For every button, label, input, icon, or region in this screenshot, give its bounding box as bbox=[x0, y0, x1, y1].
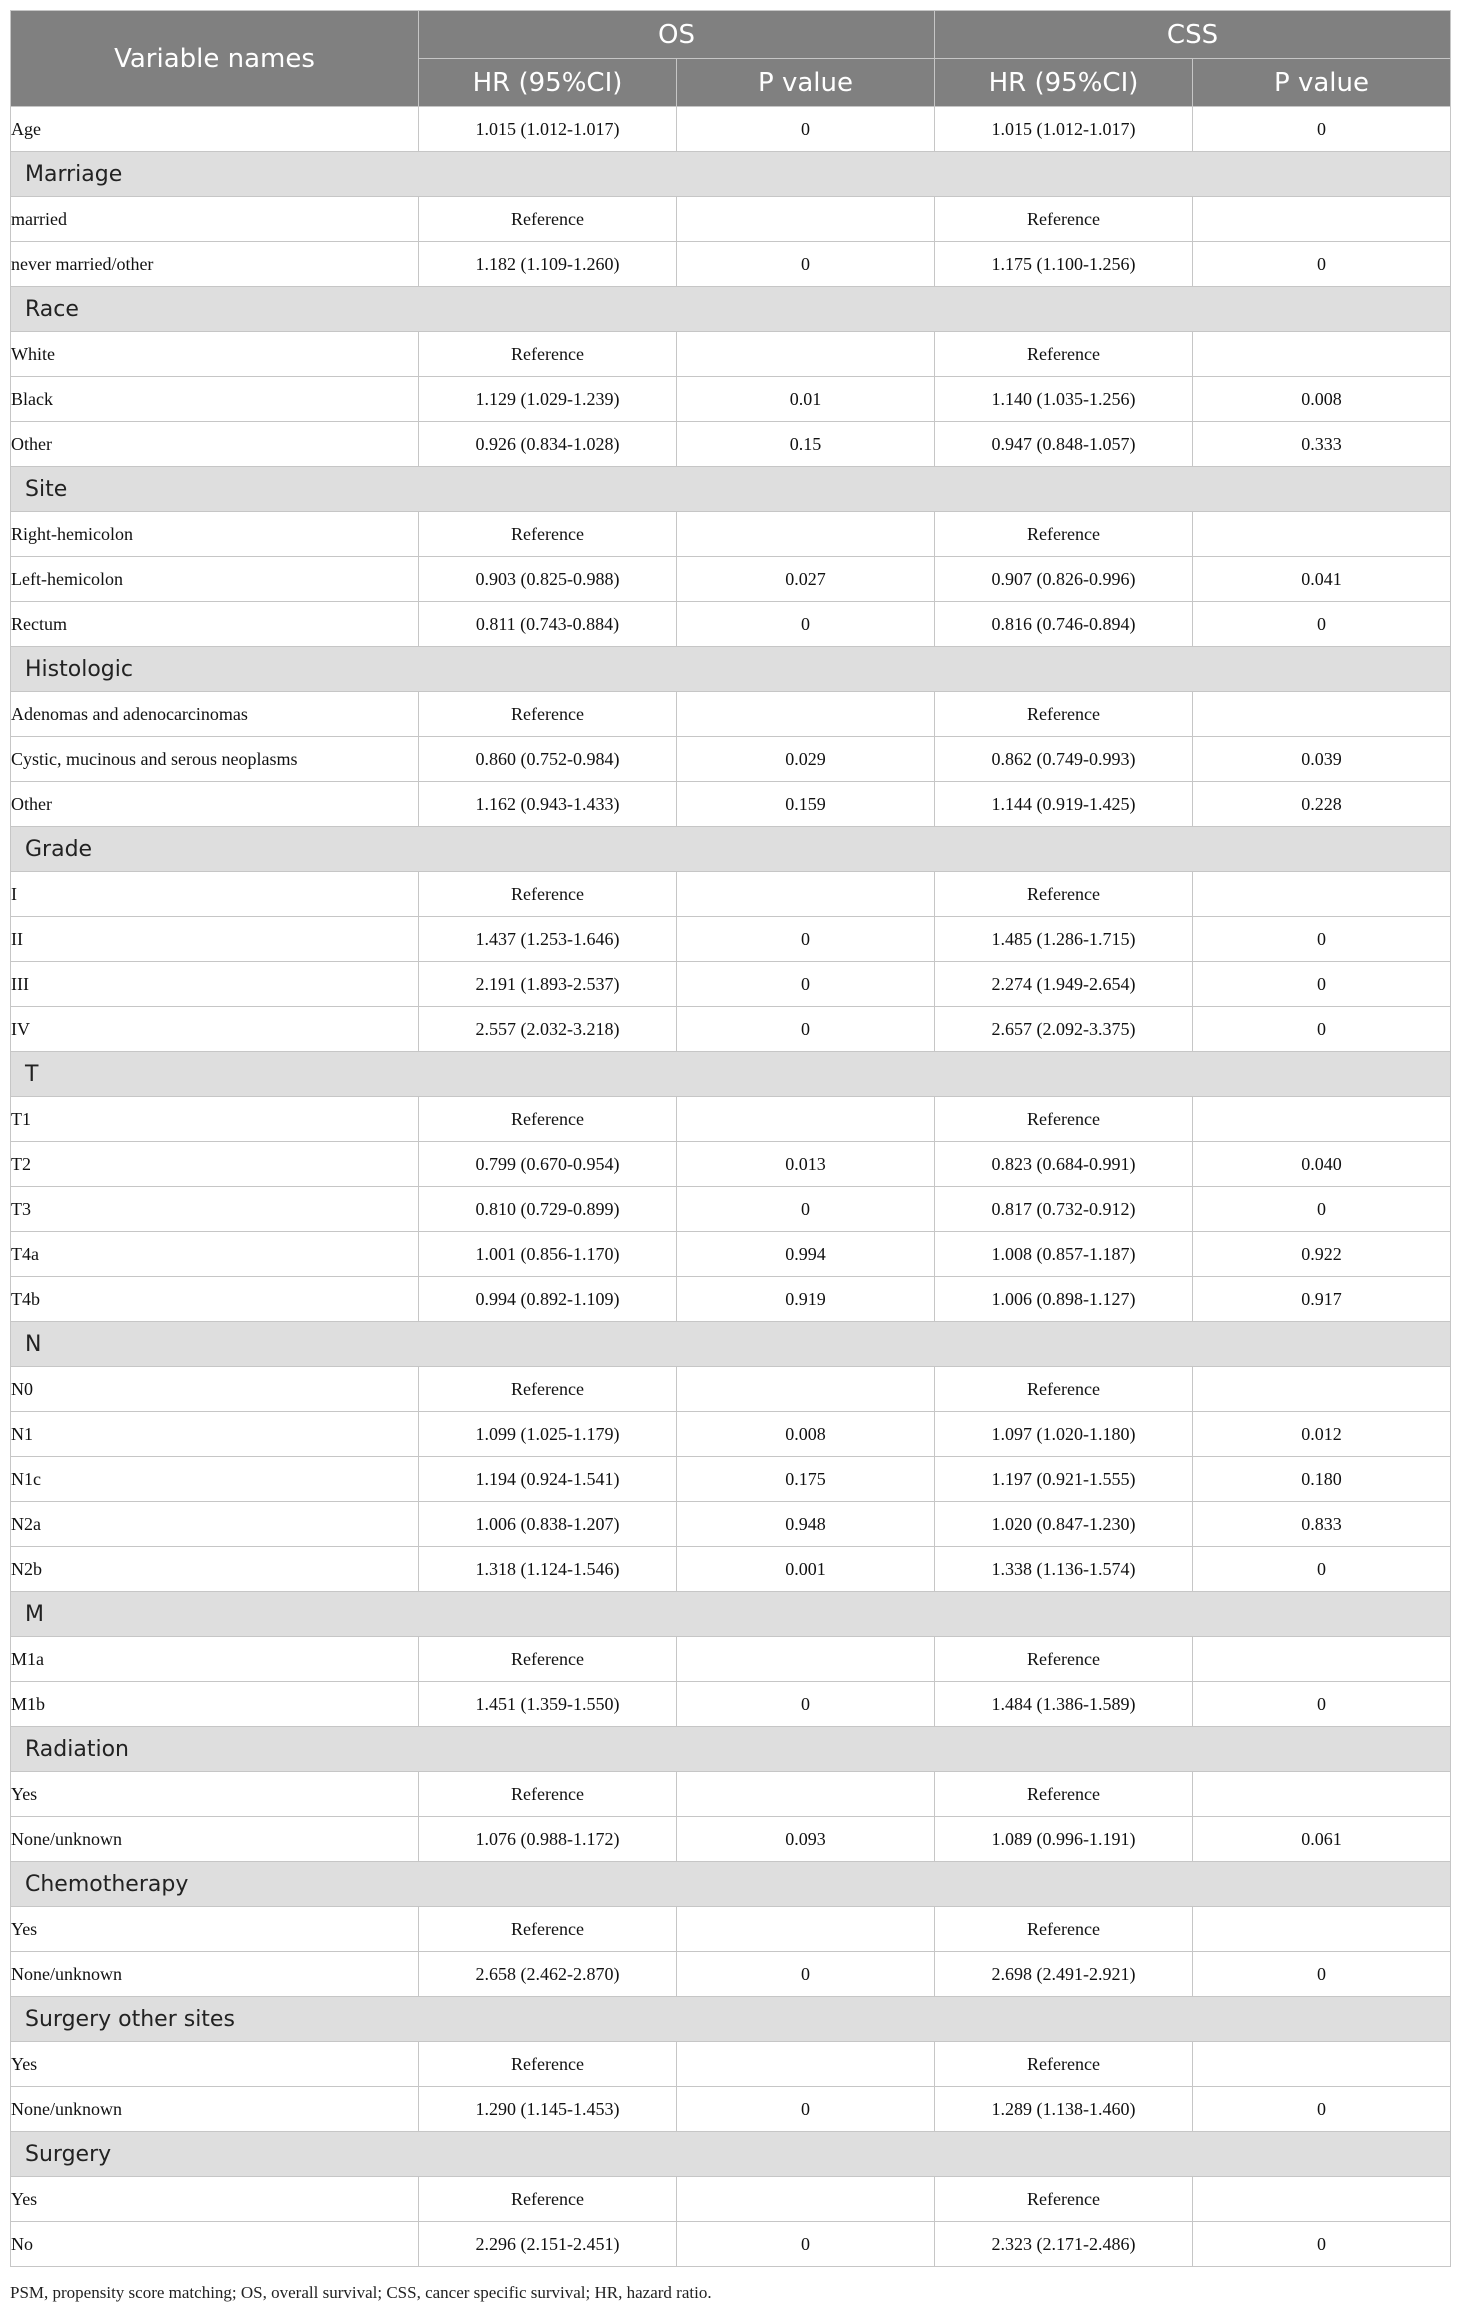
os-p-cell bbox=[677, 1907, 935, 1952]
css-p-cell: 0 bbox=[1193, 1682, 1451, 1727]
variable-label: M1a bbox=[11, 1637, 419, 1682]
css-p-cell bbox=[1193, 332, 1451, 377]
table-row bbox=[11, 1637, 1451, 1682]
css-p-cell bbox=[1193, 2177, 1451, 2222]
os-hr-cell: Reference bbox=[419, 2042, 677, 2087]
variable-label: Other bbox=[11, 422, 419, 467]
os-p-cell bbox=[677, 2177, 935, 2222]
os-hr-cell: 1.076 (0.988-1.172) bbox=[419, 1817, 677, 1862]
os-p-cell: 0.093 bbox=[677, 1817, 935, 1862]
css-hr-cell: 0.817 (0.732-0.912) bbox=[935, 1187, 1193, 1232]
variable-label: Right-hemicolon bbox=[11, 512, 419, 557]
os-hr-cell: Reference bbox=[419, 1907, 677, 1952]
css-p-cell: 0 bbox=[1193, 1007, 1451, 1052]
os-hr-cell: 1.290 (1.145-1.453) bbox=[419, 2087, 677, 2132]
css-hr-cell: 0.816 (0.746-0.894) bbox=[935, 602, 1193, 647]
variable-label: T4b bbox=[11, 1277, 419, 1322]
os-hr-cell: Reference bbox=[419, 1637, 677, 1682]
group-row bbox=[11, 827, 1451, 872]
table-row bbox=[11, 737, 1451, 782]
css-p-cell bbox=[1193, 1637, 1451, 1682]
os-p-cell: 0.919 bbox=[677, 1277, 935, 1322]
css-hr-cell: 1.338 (1.136-1.574) bbox=[935, 1547, 1193, 1592]
table-row bbox=[11, 1142, 1451, 1187]
variable-label: T1 bbox=[11, 1097, 419, 1142]
table-row bbox=[11, 692, 1451, 737]
os-p-cell: 0 bbox=[677, 242, 935, 287]
group-row bbox=[11, 1997, 1451, 2042]
variable-label: N2a bbox=[11, 1502, 419, 1547]
variable-label: Yes bbox=[11, 1907, 419, 1952]
group-row bbox=[11, 152, 1451, 197]
variable-label: N2b bbox=[11, 1547, 419, 1592]
css-hr-cell: 1.140 (1.035-1.256) bbox=[935, 377, 1193, 422]
os-hr-cell: 2.191 (1.893-2.537) bbox=[419, 962, 677, 1007]
os-p-cell: 0.948 bbox=[677, 1502, 935, 1547]
table-row bbox=[11, 422, 1451, 467]
table-row bbox=[11, 1547, 1451, 1592]
css-p-cell: 0.012 bbox=[1193, 1412, 1451, 1457]
group-row bbox=[11, 467, 1451, 512]
css-p-cell bbox=[1193, 1367, 1451, 1412]
os-hr-cell: Reference bbox=[419, 872, 677, 917]
css-p-cell: 0 bbox=[1193, 1547, 1451, 1592]
table-row bbox=[11, 512, 1451, 557]
variable-label: I bbox=[11, 872, 419, 917]
os-hr-cell: 0.926 (0.834-1.028) bbox=[419, 422, 677, 467]
css-hr-cell: Reference bbox=[935, 512, 1193, 557]
table-row bbox=[11, 197, 1451, 242]
group-label: Site bbox=[11, 467, 1451, 512]
variable-label: Adenomas and adenocarcinomas bbox=[11, 692, 419, 737]
css-hr-cell: 1.089 (0.996-1.191) bbox=[935, 1817, 1193, 1862]
os-p-cell: 0.175 bbox=[677, 1457, 935, 1502]
css-hr-cell: 1.289 (1.138-1.460) bbox=[935, 2087, 1193, 2132]
css-hr-cell: Reference bbox=[935, 1772, 1193, 1817]
css-hr-cell: Reference bbox=[935, 1907, 1193, 1952]
css-hr-cell: 1.020 (0.847-1.230) bbox=[935, 1502, 1193, 1547]
css-hr-cell: 1.485 (1.286-1.715) bbox=[935, 917, 1193, 962]
table-row bbox=[11, 242, 1451, 287]
table-row bbox=[11, 1952, 1451, 1997]
table-row bbox=[11, 1772, 1451, 1817]
table-row bbox=[11, 872, 1451, 917]
os-p-cell bbox=[677, 692, 935, 737]
os-hr-cell: 0.811 (0.743-0.884) bbox=[419, 602, 677, 647]
css-p-cell: 0 bbox=[1193, 242, 1451, 287]
variable-label: Other bbox=[11, 782, 419, 827]
variable-label: T4a bbox=[11, 1232, 419, 1277]
variable-label: never married/other bbox=[11, 242, 419, 287]
os-hr-cell: Reference bbox=[419, 692, 677, 737]
group-label: Race bbox=[11, 287, 1451, 332]
variable-label: T2 bbox=[11, 1142, 419, 1187]
os-p-cell: 0.159 bbox=[677, 782, 935, 827]
os-p-cell: 0 bbox=[677, 1007, 935, 1052]
css-p-cell: 0.917 bbox=[1193, 1277, 1451, 1322]
group-label: Surgery bbox=[11, 2132, 1451, 2177]
variable-names-header: Variable names bbox=[11, 11, 419, 107]
os-hr-cell: 1.099 (1.025-1.179) bbox=[419, 1412, 677, 1457]
os-hr-cell: 0.903 (0.825-0.988) bbox=[419, 557, 677, 602]
os-p-cell: 0 bbox=[677, 107, 935, 152]
table-row bbox=[11, 1502, 1451, 1547]
os-p-cell: 0 bbox=[677, 602, 935, 647]
group-label: Histologic bbox=[11, 647, 1451, 692]
os-hr-header: HR (95%CI) bbox=[419, 59, 677, 107]
os-p-cell: 0.01 bbox=[677, 377, 935, 422]
group-row bbox=[11, 1862, 1451, 1907]
group-row bbox=[11, 2132, 1451, 2177]
variable-label: None/unknown bbox=[11, 1817, 419, 1862]
os-hr-cell: 1.129 (1.029-1.239) bbox=[419, 377, 677, 422]
os-hr-cell: 1.318 (1.124-1.546) bbox=[419, 1547, 677, 1592]
os-hr-cell: 1.182 (1.109-1.260) bbox=[419, 242, 677, 287]
os-p-cell: 0 bbox=[677, 1952, 935, 1997]
group-row bbox=[11, 1592, 1451, 1637]
table-row bbox=[11, 2177, 1451, 2222]
group-row bbox=[11, 647, 1451, 692]
variable-label: M1b bbox=[11, 1682, 419, 1727]
os-p-cell: 0.008 bbox=[677, 1412, 935, 1457]
variable-label: Yes bbox=[11, 2042, 419, 2087]
table-row bbox=[11, 1187, 1451, 1232]
css-hr-cell: 2.698 (2.491-2.921) bbox=[935, 1952, 1193, 1997]
css-p-cell: 0.039 bbox=[1193, 737, 1451, 782]
css-p-cell: 0 bbox=[1193, 917, 1451, 962]
os-p-cell: 0 bbox=[677, 2222, 935, 2267]
os-p-cell bbox=[677, 1637, 935, 1682]
css-p-cell: 0.040 bbox=[1193, 1142, 1451, 1187]
os-hr-cell: Reference bbox=[419, 2177, 677, 2222]
table-row bbox=[11, 1907, 1451, 1952]
table-row bbox=[11, 2087, 1451, 2132]
css-hr-cell: 2.657 (2.092-3.375) bbox=[935, 1007, 1193, 1052]
variable-label: None/unknown bbox=[11, 2087, 419, 2132]
os-p-cell bbox=[677, 1097, 935, 1142]
os-hr-cell: 2.658 (2.462-2.870) bbox=[419, 1952, 677, 1997]
table-row bbox=[11, 1277, 1451, 1322]
table-footnote: PSM, propensity score matching; OS, overall survival; CSS, cancer specific survival; HR, hazard ratio. bbox=[10, 2283, 712, 2302]
table-row bbox=[11, 917, 1451, 962]
table-row bbox=[11, 1007, 1451, 1052]
css-hr-cell: Reference bbox=[935, 332, 1193, 377]
os-hr-cell: 2.557 (2.032-3.218) bbox=[419, 1007, 677, 1052]
os-hr-cell: 0.860 (0.752-0.984) bbox=[419, 737, 677, 782]
css-p-cell bbox=[1193, 872, 1451, 917]
css-p-header: P value bbox=[1193, 59, 1451, 107]
os-p-cell bbox=[677, 872, 935, 917]
css-p-cell bbox=[1193, 1907, 1451, 1952]
css-hr-cell: 0.947 (0.848-1.057) bbox=[935, 422, 1193, 467]
css-p-cell: 0 bbox=[1193, 107, 1451, 152]
os-hr-cell: 1.437 (1.253-1.646) bbox=[419, 917, 677, 962]
table-row bbox=[11, 1367, 1451, 1412]
os-p-cell bbox=[677, 1367, 935, 1412]
css-p-cell: 0 bbox=[1193, 1952, 1451, 1997]
os-hr-cell: 0.994 (0.892-1.109) bbox=[419, 1277, 677, 1322]
os-p-cell bbox=[677, 332, 935, 377]
css-hr-cell: 1.097 (1.020-1.180) bbox=[935, 1412, 1193, 1457]
group-label: M bbox=[11, 1592, 1451, 1637]
variable-label: White bbox=[11, 332, 419, 377]
table-row bbox=[11, 332, 1451, 377]
css-p-cell: 0 bbox=[1193, 602, 1451, 647]
variable-label: Yes bbox=[11, 2177, 419, 2222]
css-hr-cell: 1.144 (0.919-1.425) bbox=[935, 782, 1193, 827]
css-p-cell: 0.922 bbox=[1193, 1232, 1451, 1277]
css-p-cell: 0.041 bbox=[1193, 557, 1451, 602]
css-p-cell: 0 bbox=[1193, 1187, 1451, 1232]
variable-label: Black bbox=[11, 377, 419, 422]
css-p-cell: 0 bbox=[1193, 2222, 1451, 2267]
css-p-cell bbox=[1193, 2042, 1451, 2087]
os-hr-cell: Reference bbox=[419, 1772, 677, 1817]
table-row bbox=[11, 1682, 1451, 1727]
variable-label: N0 bbox=[11, 1367, 419, 1412]
css-hr-header: HR (95%CI) bbox=[935, 59, 1193, 107]
group-label: T bbox=[11, 1052, 1451, 1097]
table-row bbox=[11, 962, 1451, 1007]
os-p-cell bbox=[677, 2042, 935, 2087]
os-hr-cell: 1.451 (1.359-1.550) bbox=[419, 1682, 677, 1727]
os-p-cell: 0.013 bbox=[677, 1142, 935, 1187]
group-row bbox=[11, 1727, 1451, 1772]
css-p-cell: 0 bbox=[1193, 962, 1451, 1007]
os-p-cell bbox=[677, 512, 935, 557]
css-p-cell: 0.333 bbox=[1193, 422, 1451, 467]
group-row bbox=[11, 287, 1451, 332]
css-hr-cell: 1.006 (0.898-1.127) bbox=[935, 1277, 1193, 1322]
css-hr-cell: Reference bbox=[935, 872, 1193, 917]
group-label: Grade bbox=[11, 827, 1451, 872]
group-row bbox=[11, 1322, 1451, 1367]
os-hr-cell: Reference bbox=[419, 197, 677, 242]
css-hr-cell: Reference bbox=[935, 2042, 1193, 2087]
os-p-cell: 0.15 bbox=[677, 422, 935, 467]
os-p-cell: 0.027 bbox=[677, 557, 935, 602]
css-p-cell bbox=[1193, 197, 1451, 242]
os-hr-cell: 1.015 (1.012-1.017) bbox=[419, 107, 677, 152]
os-hr-cell: 2.296 (2.151-2.451) bbox=[419, 2222, 677, 2267]
os-hr-cell: 1.006 (0.838-1.207) bbox=[419, 1502, 677, 1547]
css-hr-cell: Reference bbox=[935, 197, 1193, 242]
css-header: CSS bbox=[935, 11, 1451, 59]
os-p-cell: 0.001 bbox=[677, 1547, 935, 1592]
table-row bbox=[11, 1232, 1451, 1277]
css-p-cell bbox=[1193, 1097, 1451, 1142]
table-row bbox=[11, 557, 1451, 602]
css-hr-cell: 1.197 (0.921-1.555) bbox=[935, 1457, 1193, 1502]
css-hr-cell: 1.015 (1.012-1.017) bbox=[935, 107, 1193, 152]
css-hr-cell: 0.862 (0.749-0.993) bbox=[935, 737, 1193, 782]
css-hr-cell: Reference bbox=[935, 1637, 1193, 1682]
variable-label: No bbox=[11, 2222, 419, 2267]
variable-label: N1c bbox=[11, 1457, 419, 1502]
variable-label: Left-hemicolon bbox=[11, 557, 419, 602]
table-row bbox=[11, 2222, 1451, 2267]
variable-label: Yes bbox=[11, 1772, 419, 1817]
os-hr-cell: Reference bbox=[419, 512, 677, 557]
css-p-cell: 0.228 bbox=[1193, 782, 1451, 827]
css-p-cell: 0.833 bbox=[1193, 1502, 1451, 1547]
group-row bbox=[11, 1052, 1451, 1097]
table-body bbox=[11, 107, 1451, 2267]
group-label: Surgery other sites bbox=[11, 1997, 1451, 2042]
header-row-top bbox=[11, 11, 1451, 59]
table-row bbox=[11, 1097, 1451, 1142]
os-p-cell: 0 bbox=[677, 917, 935, 962]
variable-label: Rectum bbox=[11, 602, 419, 647]
css-p-cell bbox=[1193, 512, 1451, 557]
os-hr-cell: 1.194 (0.924-1.541) bbox=[419, 1457, 677, 1502]
css-p-cell bbox=[1193, 692, 1451, 737]
css-hr-cell: 0.907 (0.826-0.996) bbox=[935, 557, 1193, 602]
table-row bbox=[11, 1457, 1451, 1502]
css-p-cell: 0.180 bbox=[1193, 1457, 1451, 1502]
css-hr-cell: 2.323 (2.171-2.486) bbox=[935, 2222, 1193, 2267]
css-p-cell: 0 bbox=[1193, 2087, 1451, 2132]
variable-label: N1 bbox=[11, 1412, 419, 1457]
variable-label: Cystic, mucinous and serous neoplasms bbox=[11, 737, 419, 782]
os-hr-cell: 0.799 (0.670-0.954) bbox=[419, 1142, 677, 1187]
variable-label: married bbox=[11, 197, 419, 242]
variable-label: None/unknown bbox=[11, 1952, 419, 1997]
group-label: Radiation bbox=[11, 1727, 1451, 1772]
css-hr-cell: 1.008 (0.857-1.187) bbox=[935, 1232, 1193, 1277]
os-p-cell: 0 bbox=[677, 1682, 935, 1727]
table-row bbox=[11, 782, 1451, 827]
os-p-cell: 0 bbox=[677, 1187, 935, 1232]
os-hr-cell: Reference bbox=[419, 1367, 677, 1412]
table-row bbox=[11, 1817, 1451, 1862]
table-row bbox=[11, 377, 1451, 422]
css-p-cell: 0.008 bbox=[1193, 377, 1451, 422]
css-hr-cell: 1.484 (1.386-1.589) bbox=[935, 1682, 1193, 1727]
variable-label: II bbox=[11, 917, 419, 962]
table-row bbox=[11, 107, 1451, 152]
css-hr-cell: Reference bbox=[935, 1097, 1193, 1142]
os-p-cell: 0.994 bbox=[677, 1232, 935, 1277]
os-p-cell bbox=[677, 1772, 935, 1817]
os-hr-cell: 1.162 (0.943-1.433) bbox=[419, 782, 677, 827]
variable-label: T3 bbox=[11, 1187, 419, 1232]
variable-label: III bbox=[11, 962, 419, 1007]
os-hr-cell: Reference bbox=[419, 1097, 677, 1142]
os-p-cell: 0.029 bbox=[677, 737, 935, 782]
os-header: OS bbox=[419, 11, 935, 59]
group-label: Marriage bbox=[11, 152, 1451, 197]
css-hr-cell: Reference bbox=[935, 1367, 1193, 1412]
css-p-cell bbox=[1193, 1772, 1451, 1817]
table-row bbox=[11, 1412, 1451, 1457]
css-hr-cell: Reference bbox=[935, 692, 1193, 737]
variable-label: Age bbox=[11, 107, 419, 152]
variable-label: IV bbox=[11, 1007, 419, 1052]
table-row bbox=[11, 2042, 1451, 2087]
os-hr-cell: Reference bbox=[419, 332, 677, 377]
css-hr-cell: 1.175 (1.100-1.256) bbox=[935, 242, 1193, 287]
os-p-cell bbox=[677, 197, 935, 242]
os-p-cell: 0 bbox=[677, 962, 935, 1007]
os-hr-cell: 1.001 (0.856-1.170) bbox=[419, 1232, 677, 1277]
css-hr-cell: 0.823 (0.684-0.991) bbox=[935, 1142, 1193, 1187]
cox-regression-table bbox=[10, 10, 1451, 2267]
os-p-header: P value bbox=[677, 59, 935, 107]
group-label: Chemotherapy bbox=[11, 1862, 1451, 1907]
os-p-cell: 0 bbox=[677, 2087, 935, 2132]
css-hr-cell: 2.274 (1.949-2.654) bbox=[935, 962, 1193, 1007]
css-p-cell: 0.061 bbox=[1193, 1817, 1451, 1862]
css-hr-cell: Reference bbox=[935, 2177, 1193, 2222]
table-row bbox=[11, 602, 1451, 647]
os-hr-cell: 0.810 (0.729-0.899) bbox=[419, 1187, 677, 1232]
group-label: N bbox=[11, 1322, 1451, 1367]
